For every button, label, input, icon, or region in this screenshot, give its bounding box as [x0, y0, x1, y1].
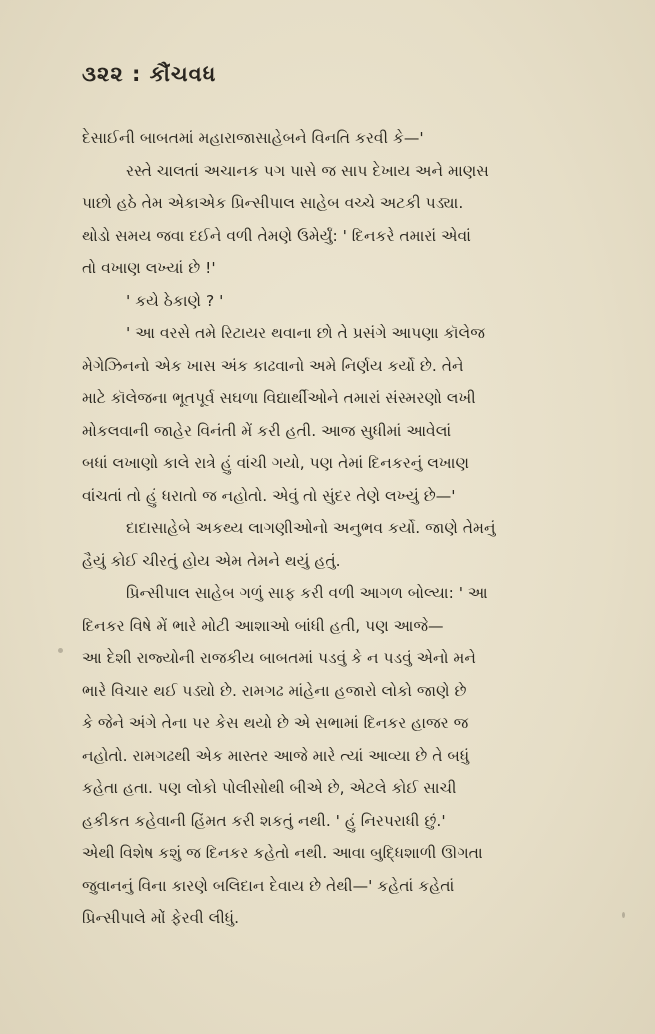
text-line: વાંચતાં તો હું ધરાતો જ નહોતો. એવું તો સુંદર તેણે લખ્યું છે—' — [82, 486, 456, 505]
text-line: તો વખાણ લખ્યાં છે !' — [82, 259, 216, 277]
text-line: માટે કૉલેજના ભૂતપૂર્વ સઘળા વિદ્યાર્થીઓને તમારાં સંસ્મરણો લખી — [82, 389, 476, 407]
text-line: બધાં લખાણો કાલે રાત્રે હું વાંચી ગયો, પણ તેમાં દિનકરનું લખાણ — [82, 454, 469, 472]
text-line: ' કયે ઠેકાણે ? ' — [126, 291, 224, 310]
text-line: નહોતો. રામગઢથી એક માસ્તર આજે મારે ત્યાં આવ્યા છે તે બધું — [82, 746, 470, 765]
paper-speck — [58, 648, 63, 653]
text-line: એથી વિશેષ કશું જ દિનકર કહેતો નથી. આવા બુદ્ધિશાળી ઊગતા — [82, 844, 483, 862]
text-line: મેગેઝિનનો એક ખાસ અંક કાઢવાનો અમે નિર્ણય કર્યો છે. તેને — [82, 356, 464, 375]
paper-speck — [622, 912, 625, 918]
text-line: ' આ વરસે તમે રિટાયર થવાના છો તે પ્રસંગે આપણા કૉલેજ — [126, 324, 485, 342]
text-line: જુવાનનું વિના કારણે બલિદાન દેવાય છે તેથી—' કહેતાં કહેતાં — [82, 876, 455, 895]
text-line: પ્રિન્સીપાલ સાહેબ ગળું સાફ કરી વળી આગળ બોલ્યા: ' આ — [126, 584, 488, 602]
running-header: ૩૨૨ : કૌંચવધ — [82, 62, 217, 86]
text-line: પ્રિન્સીપાલે મોં ફેરવી લીધું. — [82, 909, 240, 927]
text-line: થોડો સમય જવા દઈને વળી તેમણે ઉમેર્યું: ' દિનકરે તમારાં એવાં — [82, 226, 471, 245]
text-line: કહેતા હતા. પણ લોકો પોલીસોથી બીએ છે, એટલે કોઈ સાચી — [82, 779, 457, 797]
text-line: દેસાઈની બાબતમાં મહારાજાસાહેબને વિનતિ કરવી કે—' — [82, 129, 424, 147]
text-line: પાછો હઠે તેમ એકાએક પ્રિન્સીપાલ સાહેબ વચ્ચે અટકી પડ્યા. — [82, 194, 464, 212]
text-line: હકીકત કહેવાની હિંમત કરી શકતું નથી. ' હું નિરપરાધી છું.' — [82, 811, 446, 830]
text-line: દાદાસાહેબે અકથ્ય લાગણીઓનો અનુભવ કર્યો. જાણે તેમનું — [126, 519, 496, 537]
text-line: હૈયું કોઈ ચીરતું હોય એમ તેમને થયું હતું. — [82, 551, 341, 570]
body-text — [82, 122, 602, 935]
text-line: રસ્તે ચાલતાં અચાનક પગ પાસે જ સાપ દેખાય અને માણસ — [126, 161, 489, 180]
text-line: ભારે વિચાર થઈ પડ્યો છે. રામગઢ માંહેના હજારો લોકો જાણે છે — [82, 681, 467, 700]
text-line: કે જેને અંગે તેના પર કેસ થયો છે એ સભામાં દિનકર હાજર જ — [82, 714, 469, 732]
text-line: મોકલવાની જાહેર વિનંતી મેં કરી હતી. આજ સુધીમાં આવેલાં — [82, 421, 452, 440]
text-line: આ દેશી રાજ્યોની રાજકીય બાબતમાં પડવું કે ન પડવું એનો મને — [82, 649, 476, 667]
text-line: દિનકર વિષે મેં ભારે મોટી આશાઓ બાંધી હતી, પણ આજે— — [82, 616, 444, 635]
